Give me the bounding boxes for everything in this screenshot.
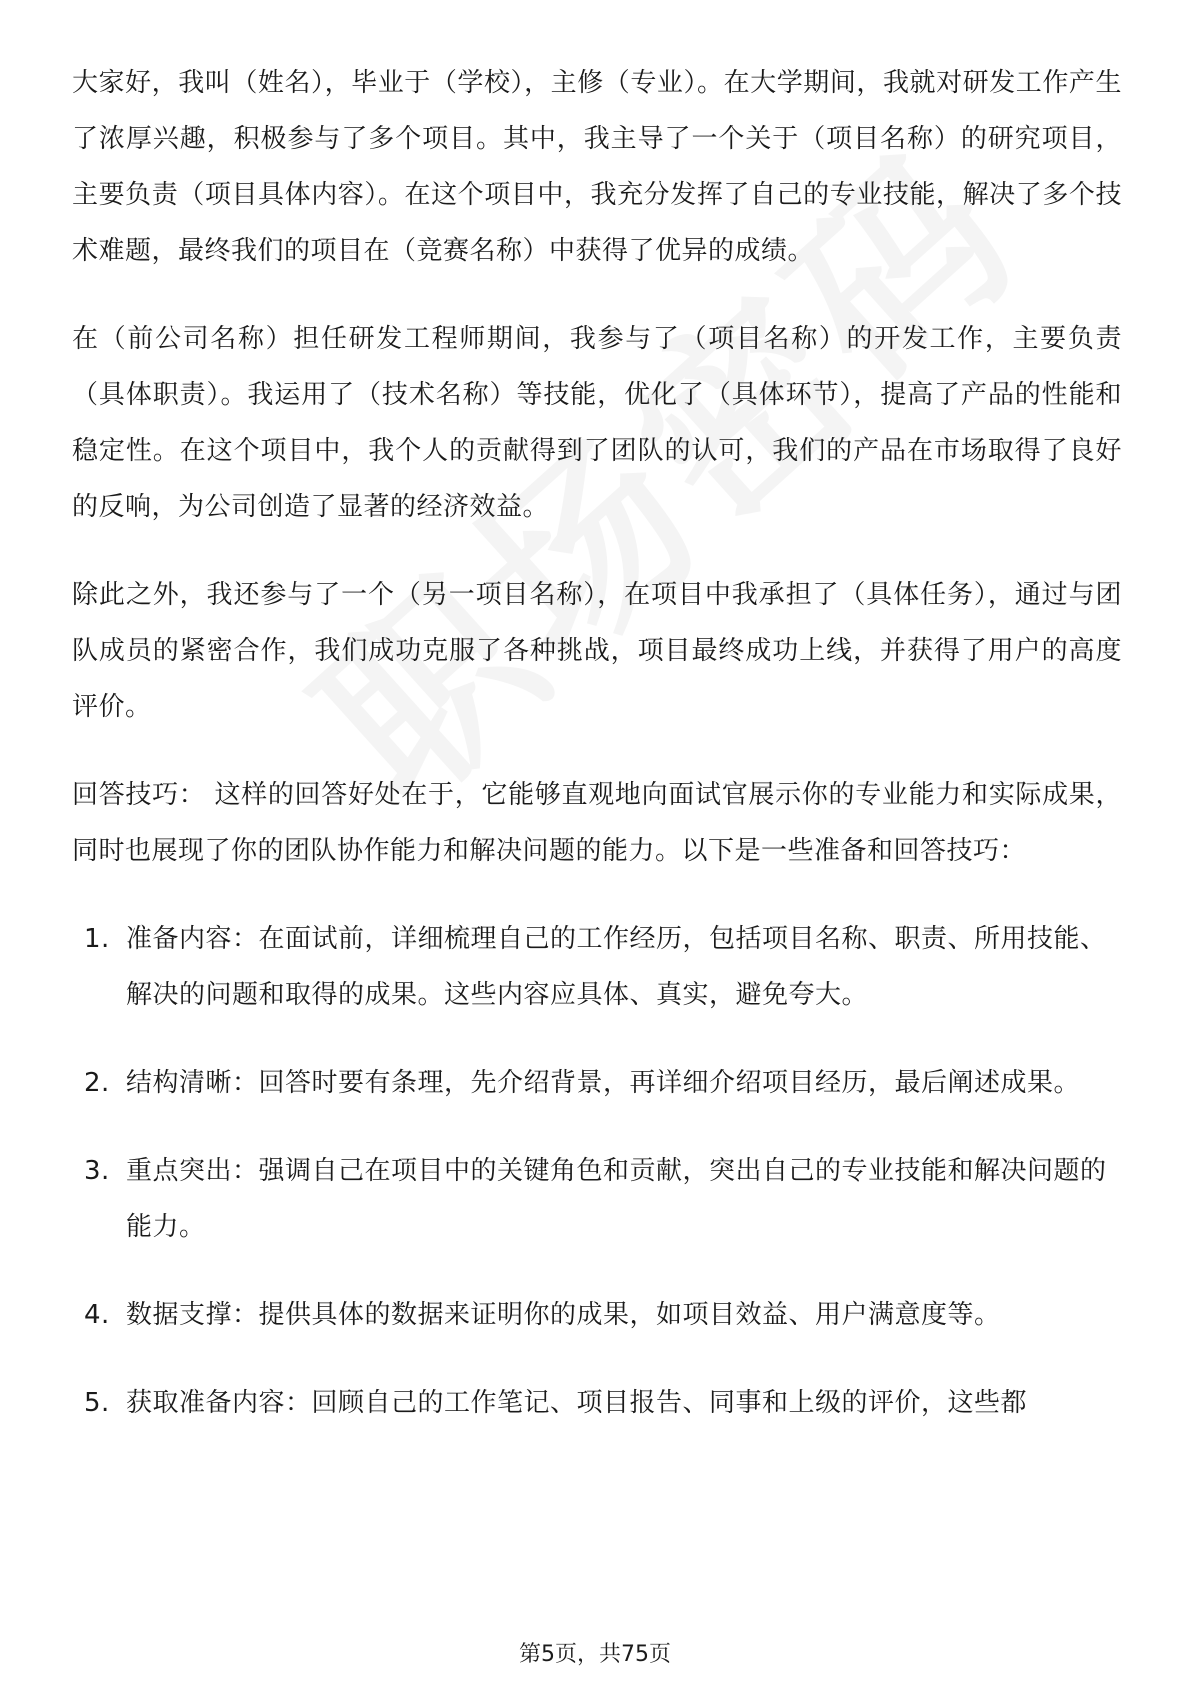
list-text: 准备内容：在面试前，详细梳理自己的工作经历，包括项目名称、职责、所用技能、解决的问题和取得的成果。这些内容应具体、真实，避免夸大。 xyxy=(126,924,1107,1010)
list-item xyxy=(72,911,1122,1023)
list-number: 4. xyxy=(84,1300,110,1330)
list-number: 5. xyxy=(84,1388,110,1418)
list-item xyxy=(72,1055,1122,1111)
list-item xyxy=(72,1143,1122,1255)
list-item xyxy=(72,1375,1122,1431)
paragraph-answer-tips: 回答技巧： 这样的回答好处在于，它能够直观地向面试官展示你的专业能力和实际成果，同时也展现了你的团队协作能力和解决问题的能力。以下是一些准备和回答技巧： xyxy=(72,780,1122,866)
paragraph-other-project: 除此之外，我还参与了一个（另一项目名称），在项目中我承担了（具体任务），通过与团队成员的紧密合作，我们成功克服了各种挑战，项目最终成功上线，并获得了用户的高度评价。 xyxy=(72,580,1122,722)
list-text: 结构清晰：回答时要有条理，先介绍背景，再详细介绍项目经历，最后阐述成果。 xyxy=(126,1068,1081,1098)
paragraph-intro: 大家好，我叫（姓名），毕业于（学校），主修（专业）。在大学期间，我就对研发工作产生了浓厚兴趣，积极参与了多个项目。其中，我主导了一个关于（项目名称）的研究项目，主要负责（项目具体内容）。在这个项目中，我充分发挥了自己的专业技能，解决了多个技术难题，最终我们的项目在（竞赛名称）中获得了优异的成绩。 xyxy=(72,68,1122,266)
document-body xyxy=(72,55,1122,1463)
list-text: 获取准备内容：回顾自己的工作笔记、项目报告、同事和上级的评价，这些都 xyxy=(126,1388,1028,1418)
list-number: 2. xyxy=(84,1068,110,1098)
paragraph-work-experience: 在（前公司名称）担任研发工程师期间，我参与了（项目名称）的开发工作，主要负责（具体职责）。我运用了（技术名称）等技能，优化了（具体环节），提高了产品的性能和稳定性。在这个项目中，我个人的贡献得到了团队的认可，我们的产品在市场取得了良好的反响，为公司创造了显著的经济效益。 xyxy=(72,324,1122,522)
list-number: 3. xyxy=(84,1156,110,1186)
list-text: 数据支撑：提供具体的数据来证明你的成果，如项目效益、用户满意度等。 xyxy=(126,1300,1001,1330)
page-footer: 第5页，共75页 xyxy=(519,1642,671,1667)
list-text: 重点突出：强调自己在项目中的关键角色和贡献，突出自己的专业技能和解决问题的能力。 xyxy=(126,1156,1107,1242)
list-item xyxy=(72,1287,1122,1343)
list-number: 1. xyxy=(84,924,110,954)
tips-list xyxy=(72,911,1122,1431)
